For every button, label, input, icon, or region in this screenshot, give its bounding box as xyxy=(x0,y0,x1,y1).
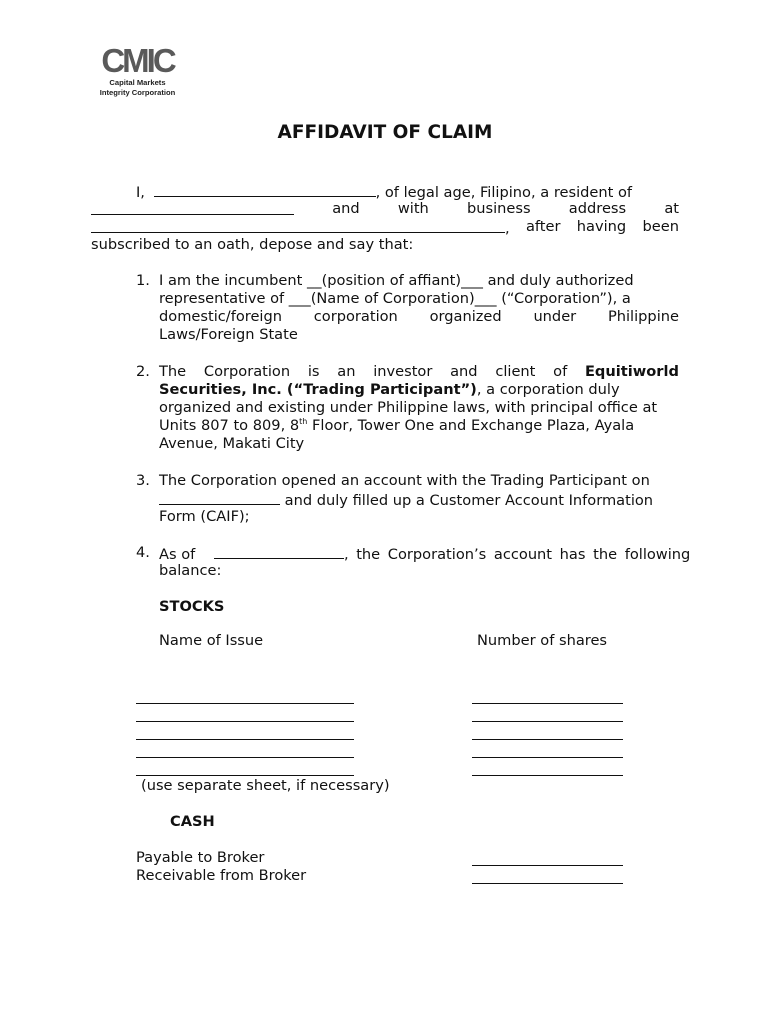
business-address-blank[interactable] xyxy=(91,218,505,233)
separate-sheet-note: (use separate sheet, if necessary) xyxy=(141,777,390,794)
logo-line-2: Integrity Corporation xyxy=(99,88,176,97)
payable-amount-line[interactable] xyxy=(472,865,623,866)
issue-line-2[interactable] xyxy=(136,721,354,722)
shares-line-4[interactable] xyxy=(472,757,623,758)
payable-to-broker-label: Payable to Broker xyxy=(136,849,265,866)
issue-line-4[interactable] xyxy=(136,757,354,758)
intro-paragraph: I, , of legal age, Filipino, a resident of and with business address at , after having been subscribed to an oath, depose and say that: xyxy=(91,184,679,253)
shares-line-1[interactable] xyxy=(472,703,623,704)
number-of-shares-header: Number of shares xyxy=(477,632,608,649)
list-item-3: 3. The Corporation opened an account with the Trading Participant on and duly filled up a Customer Account Information Form (CAIF); xyxy=(136,472,654,525)
shares-line-5[interactable] xyxy=(472,775,623,776)
shares-line-2[interactable] xyxy=(472,721,623,722)
balance-date-blank[interactable] xyxy=(214,544,344,559)
issue-line-5[interactable] xyxy=(136,775,354,776)
issue-line-1[interactable] xyxy=(136,703,354,704)
residence-blank[interactable] xyxy=(91,200,294,215)
logo-line-1: Capital Markets xyxy=(109,78,166,87)
list-item-1: 1. I am the incumbent __(position of affiant)___ and duly authorized representative of ___(Name of Corporation)___ (“Corporation”), a domestic/foreign corporation organized under Philippine Laws/Foreign State xyxy=(136,272,679,343)
list-item-4: 4. As of , the Corporation’s account has the following balance: xyxy=(136,544,691,579)
document-title: AFFIDAVIT OF CLAIM xyxy=(277,122,493,143)
name-of-issue-header: Name of Issue xyxy=(159,632,264,649)
list-item-2: 2. The Corporation is an investor and client of Equitiworld Securities, Inc. (“Trading Participant”), a corporation duly organized and existing under Philippine laws, with principal office at Units 807 to 809, 8th Floor, Tower One and Exchange Plaza, Ayala Avenue, Makati City xyxy=(136,363,679,452)
affiant-name-blank[interactable] xyxy=(154,182,376,197)
cmic-logo xyxy=(100,44,175,98)
issue-line-3[interactable] xyxy=(136,739,354,740)
cash-heading: CASH xyxy=(170,813,215,830)
receivable-from-broker-label: Receivable from Broker xyxy=(136,867,307,884)
shares-line-3[interactable] xyxy=(472,739,623,740)
logo-mark: CMIC xyxy=(101,42,174,79)
account-date-blank[interactable] xyxy=(159,490,280,505)
receivable-amount-line[interactable] xyxy=(472,883,623,884)
stocks-heading: STOCKS xyxy=(159,598,225,615)
